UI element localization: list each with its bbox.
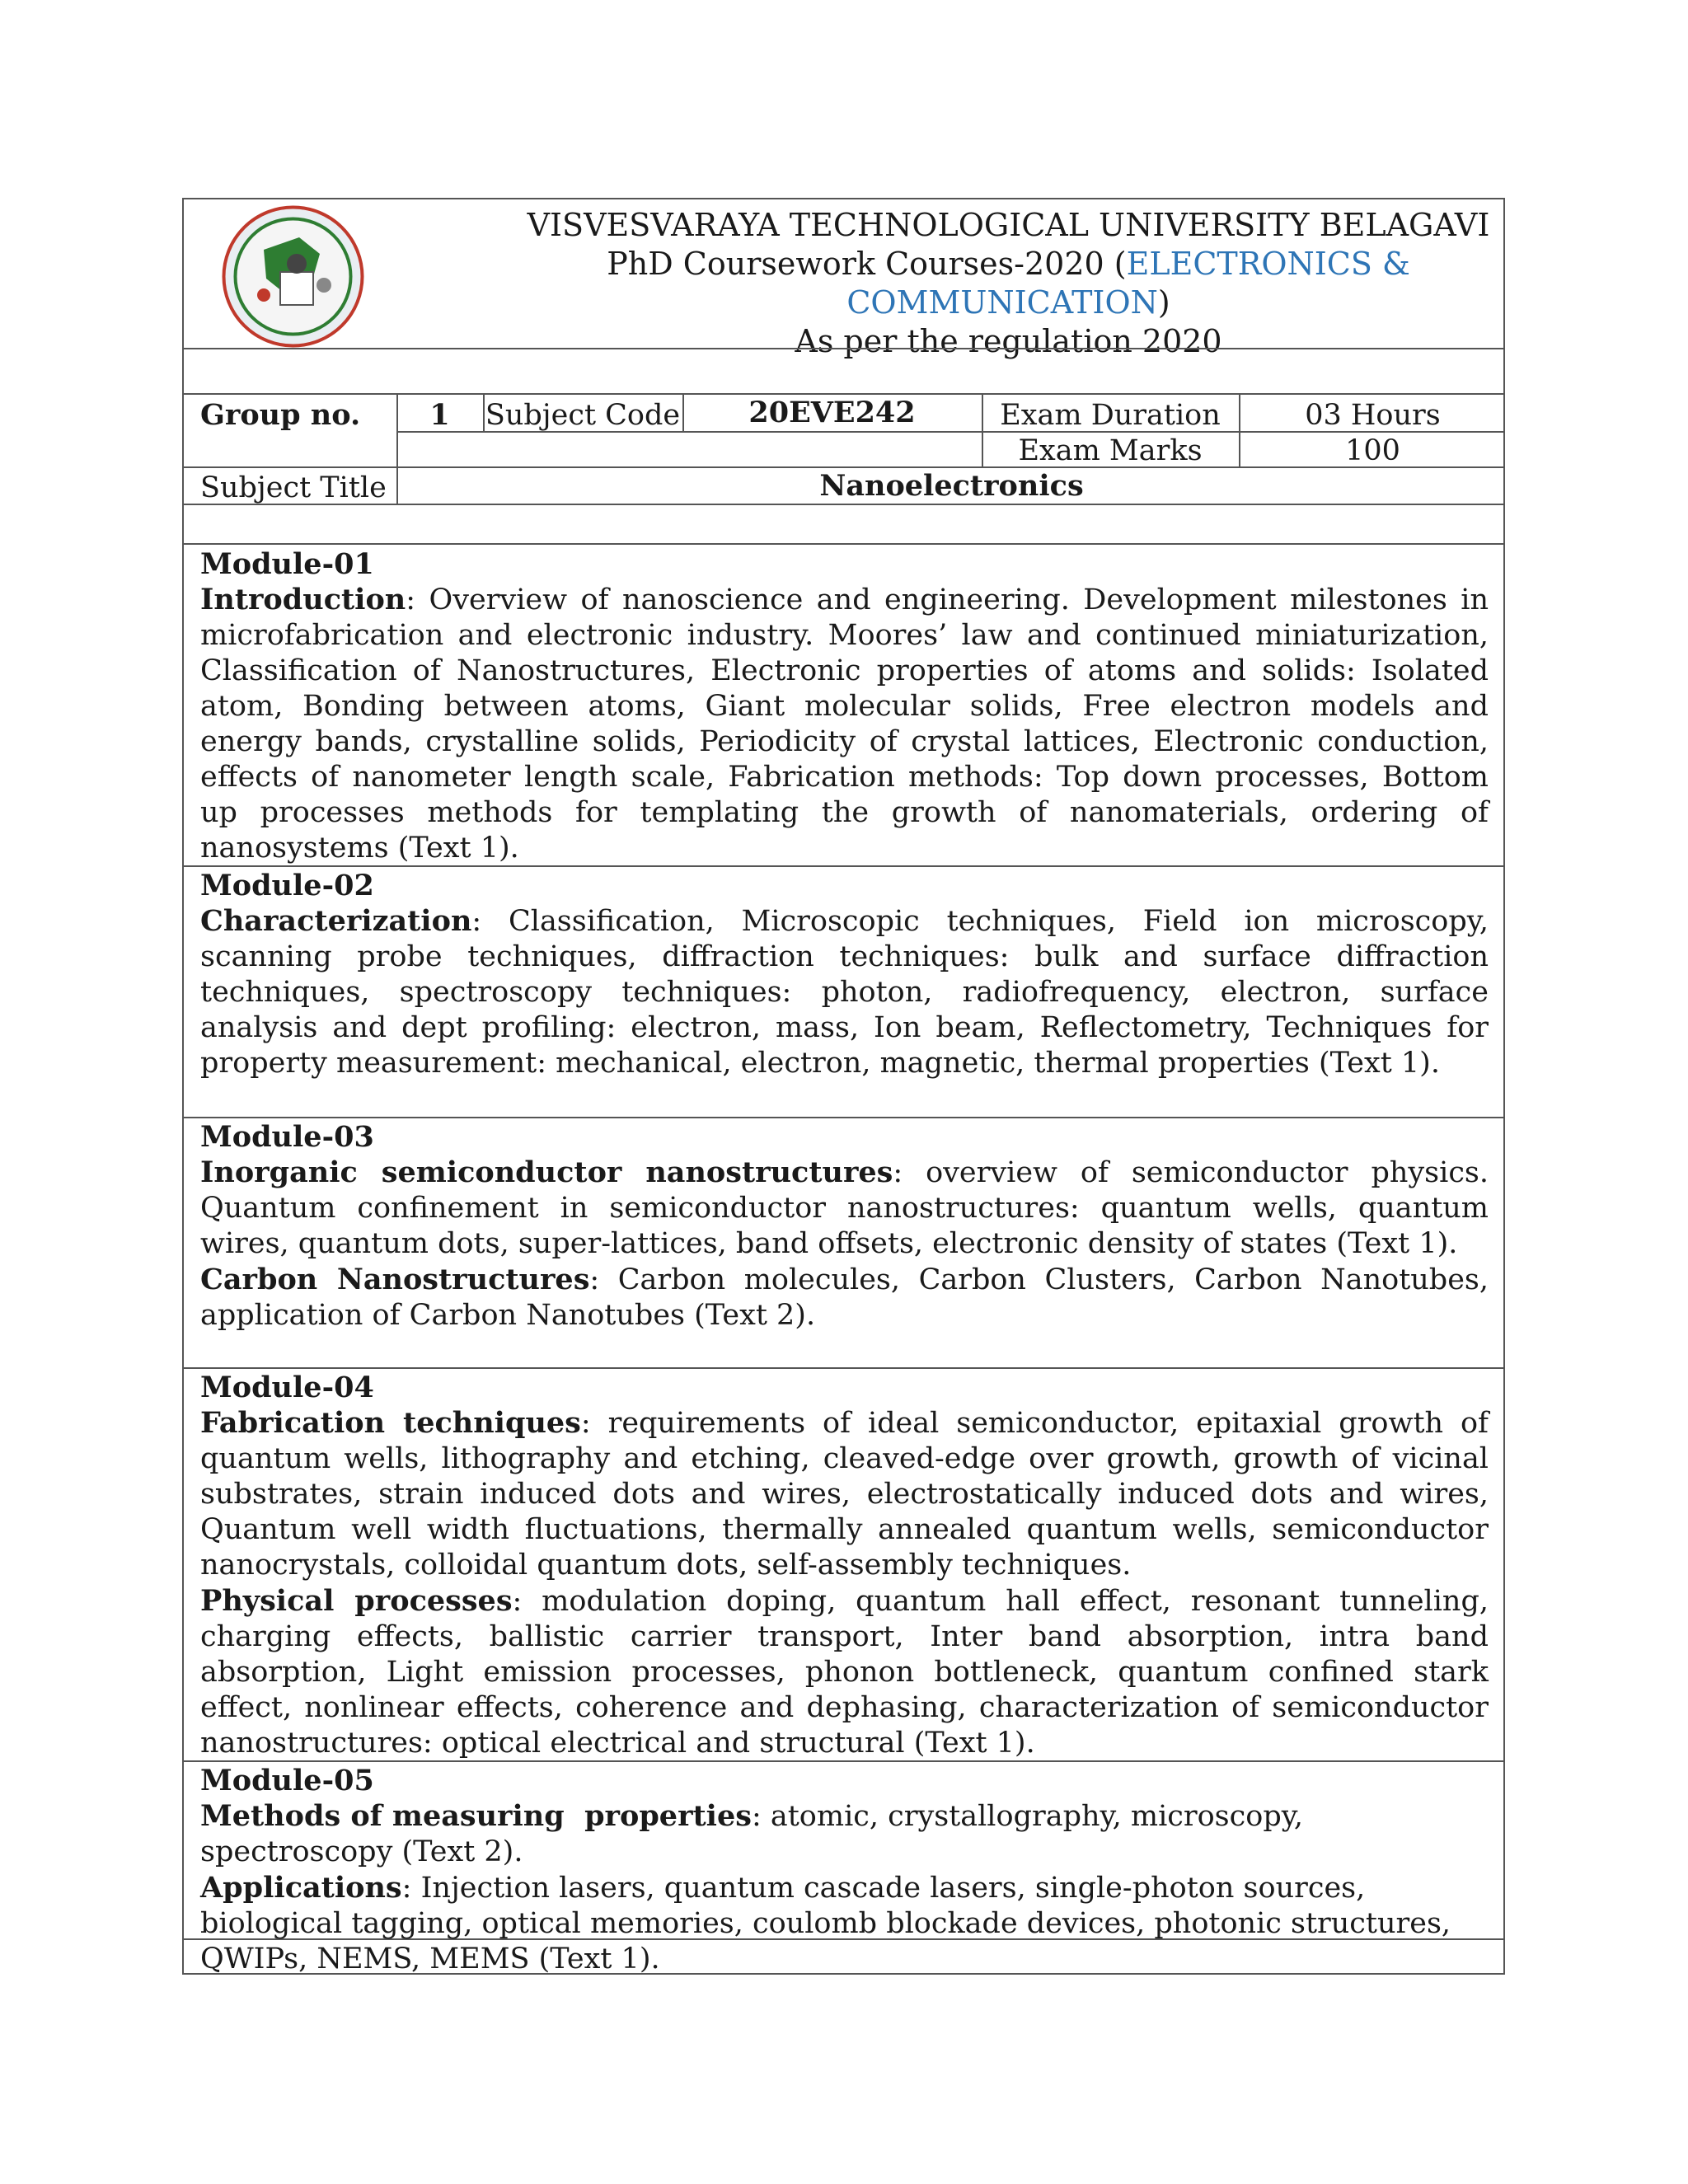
module-paragraph bbox=[200, 1870, 1489, 1977]
module-paragraph bbox=[200, 1798, 1489, 1870]
syllabus-table bbox=[182, 198, 1505, 1975]
courses-prefix: PhD Coursework Courses-2020 ( bbox=[607, 246, 1127, 282]
subject-title-label: Subject Title bbox=[200, 471, 387, 504]
courses-suffix: ) bbox=[1157, 284, 1170, 321]
topic-text: : Injection lasers, quantum cascade lasers, single-photon sources, biological tagging, optical memories, coulomb blockade devices, photonic structures, QWIPs, NEMS, MEMS (Text 1). bbox=[200, 1872, 1451, 1975]
module-title: Module-03 bbox=[200, 1120, 374, 1154]
divider bbox=[184, 1367, 1503, 1369]
divider bbox=[184, 543, 1503, 545]
exam-duration-label: Exam Duration bbox=[1000, 399, 1221, 432]
topic-heading: Inorganic semiconductor nanostructures bbox=[200, 1155, 893, 1189]
module-title: Module-05 bbox=[200, 1764, 374, 1797]
exam-duration-value: 03 Hours bbox=[1305, 399, 1441, 432]
topic-text: : overview of semiconductor physics. Quantum confinement in semiconductor nanostructures: quantum wells, quantum wires, quantum dots, super-lattices, band offsets, electronic density of states (Text 1). bbox=[200, 1156, 1489, 1260]
module-paragraph bbox=[200, 582, 1489, 866]
topic-heading: Physical processes bbox=[200, 1584, 513, 1618]
topic-text: : modulation doping, quantum hall effect, resonant tunneling, charging effects, ballistic carrier transport, Inter band absorption, intra band absorption, Light emission processes, phonon bottleneck, quantum confined stark effect, nonlinear effects, coherence and dephasing, characterization of semiconductor nanostructures: optical electrical and structural (Text 1). bbox=[200, 1585, 1489, 1760]
group-label: Group no. bbox=[200, 398, 361, 432]
group-value: 1 bbox=[429, 398, 450, 432]
header-block bbox=[513, 206, 1503, 361]
topic-heading: Applications bbox=[200, 1871, 402, 1905]
subject-code-label: Subject Code bbox=[485, 399, 681, 432]
exam-marks-value: 100 bbox=[1345, 434, 1400, 467]
topic-heading: Characterization bbox=[200, 904, 472, 938]
subject-code-value: 20EVE242 bbox=[748, 396, 916, 429]
divider bbox=[184, 393, 1503, 395]
regulation-line: As per the regulation 2020 bbox=[795, 323, 1222, 359]
topic-text: : atomic, crystallography, microscopy, spectroscopy (Text 2). bbox=[200, 1800, 1303, 1868]
topic-heading: Methods of measuring properties bbox=[200, 1799, 752, 1833]
exam-marks-label: Exam Marks bbox=[1018, 434, 1203, 467]
topic-heading: Fabrication techniques bbox=[200, 1406, 581, 1440]
module-paragraph bbox=[200, 1155, 1489, 1262]
module-04 bbox=[200, 1370, 1489, 1761]
topic-heading: Introduction bbox=[200, 583, 406, 616]
module-03 bbox=[200, 1119, 1489, 1333]
module-01 bbox=[200, 546, 1489, 866]
topic-text: : Carbon molecules, Carbon Clusters, Carbon Nanotubes, application of Carbon Nanotubes (Text 2). bbox=[200, 1263, 1489, 1332]
department-name: ELECTRONICS & COMMUNICATION bbox=[846, 246, 1410, 321]
courses-line bbox=[513, 245, 1503, 322]
module-05 bbox=[200, 1763, 1489, 1977]
module-title: Module-01 bbox=[200, 547, 374, 581]
topic-text: : Classification, Microscopic techniques, Field ion microscopy, scanning probe techniques, diffraction techniques: bulk and surface diffraction techniques, spectroscopy techniques: photon, radiofrequency, electron, surface analysis and dept profiling: electron, mass, Ion beam, Reflectometry, Techniques for property measurement: mechanical, electron, magnetic, thermal properties (Text 1). bbox=[200, 905, 1489, 1080]
subject-title-value: Nanoelectronics bbox=[819, 469, 1084, 503]
divider bbox=[184, 1117, 1503, 1118]
topic-heading: Carbon Nanostructures bbox=[200, 1263, 590, 1296]
topic-text: : Overview of nanoscience and engineering. Development milestones in microfabrication and electronic industry. Moores’ law and continued miniaturization, Classification of Nanostructures, Electronic properties of atoms and solids: Isolated atom, Bonding between atoms, Giant molecular solids, Free electron models and energy bands, crystalline solids, Periodicity of crystal lattices, Electronic conduction, effects of nanometer length scale, Fabrication methods: Top down processes, Bottom up processes methods for templating the growth of nanomaterials, ordering of nanosystems (Text 1). bbox=[200, 583, 1489, 865]
university-name: VISVESVARAYA TECHNOLOGICAL UNIVERSITY BELAGAVI bbox=[527, 207, 1490, 243]
module-title: Module-04 bbox=[200, 1371, 374, 1404]
topic-text: : requirements of ideal semiconductor, epitaxial growth of quantum wells, lithography and etching, cleaved-edge over growth, growth of vicinal substrates, strain induced dots and wires, electrostatically induced dots and wires, Quantum well width fluctuations, thermally annealed quantum wells, semiconductor nanocrystals, colloidal quantum dots, self-assembly techniques. bbox=[200, 1407, 1489, 1582]
module-paragraph bbox=[200, 1583, 1489, 1761]
module-paragraph bbox=[200, 1262, 1489, 1333]
module-02 bbox=[200, 868, 1489, 1081]
module-paragraph bbox=[200, 1405, 1489, 1583]
module-paragraph bbox=[200, 903, 1489, 1081]
module-title: Module-02 bbox=[200, 869, 374, 902]
divider bbox=[184, 348, 1503, 349]
university-logo bbox=[221, 204, 365, 349]
